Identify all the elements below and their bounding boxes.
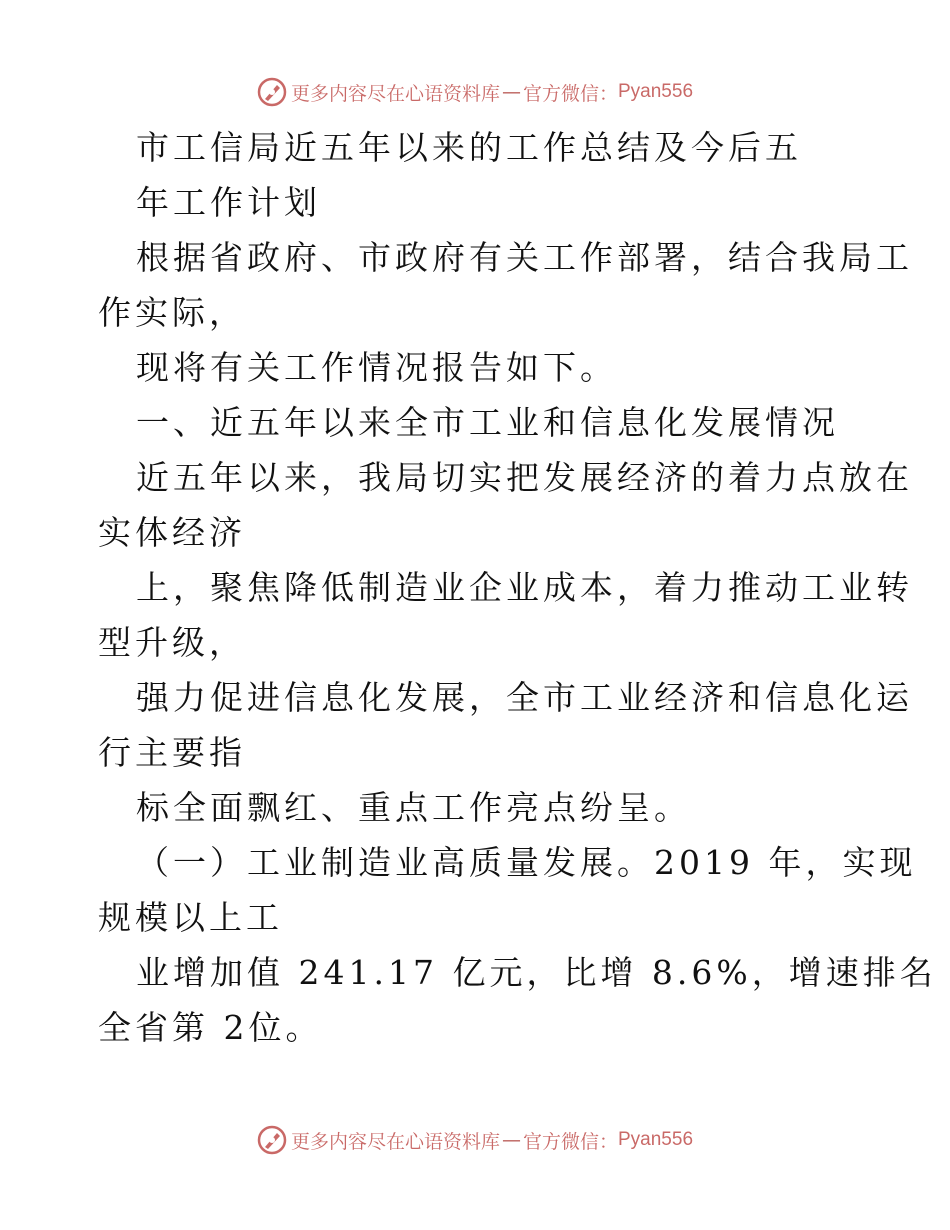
paragraph-line: 上，聚焦降低制造业企业成本，着力推动工业转 (136, 568, 913, 607)
pen-circle-icon (257, 1125, 287, 1155)
section-heading: 一、近五年以来全市工业和信息化发展情况 (136, 403, 839, 442)
paragraph-line: 根据省政府、市政府有关工作部署，结合我局工 (136, 238, 913, 277)
watermark-account: Pyan556 (618, 1129, 694, 1150)
paragraph-line: 业增加值 241.17 亿元，比增 8.6%，增速排名 (136, 953, 937, 992)
paragraph-line: 标全面飘红、重点工作亮点纷呈。 (136, 788, 691, 827)
paragraph-line: 行主要指 (98, 733, 246, 772)
watermark-text: 更多内容尽在心语资料库 (290, 82, 500, 105)
title-line-1: 市工信局近五年以来的工作总结及今后五 (136, 128, 802, 167)
paragraph-line: 现将有关工作情况报告如下。 (136, 348, 617, 387)
document-body (98, 120, 937, 1055)
watermark-separator: — (501, 81, 521, 103)
subsection-heading: （一）工业制造业高质量发展。2019 年，实现 (136, 843, 917, 882)
title-line-2: 年工作计划 (136, 183, 321, 222)
paragraph-line: 全省第 2位。 (98, 1008, 323, 1047)
watermark-suffix: 官方微信： (522, 82, 618, 105)
paragraph-line: 型升级， (98, 623, 246, 662)
watermark-account: Pyan556 (618, 81, 694, 102)
paragraph-line: 规模以上工 (98, 898, 283, 937)
pen-circle-icon (257, 77, 287, 107)
paragraph-line: 实体经济 (98, 513, 246, 552)
paragraph-line: 作实际， (98, 293, 246, 332)
paragraph-line: 强力促进信息化发展，全市工业经济和信息化运 (136, 678, 913, 717)
watermark-text: 更多内容尽在心语资料库 (290, 1130, 500, 1153)
watermark-footer (0, 1120, 950, 1160)
watermark-suffix: 官方微信： (522, 1130, 618, 1153)
paragraph-line: 近五年以来，我局切实把发展经济的着力点放在 (136, 458, 913, 497)
watermark-separator: — (501, 1129, 521, 1151)
watermark-header (0, 72, 950, 112)
